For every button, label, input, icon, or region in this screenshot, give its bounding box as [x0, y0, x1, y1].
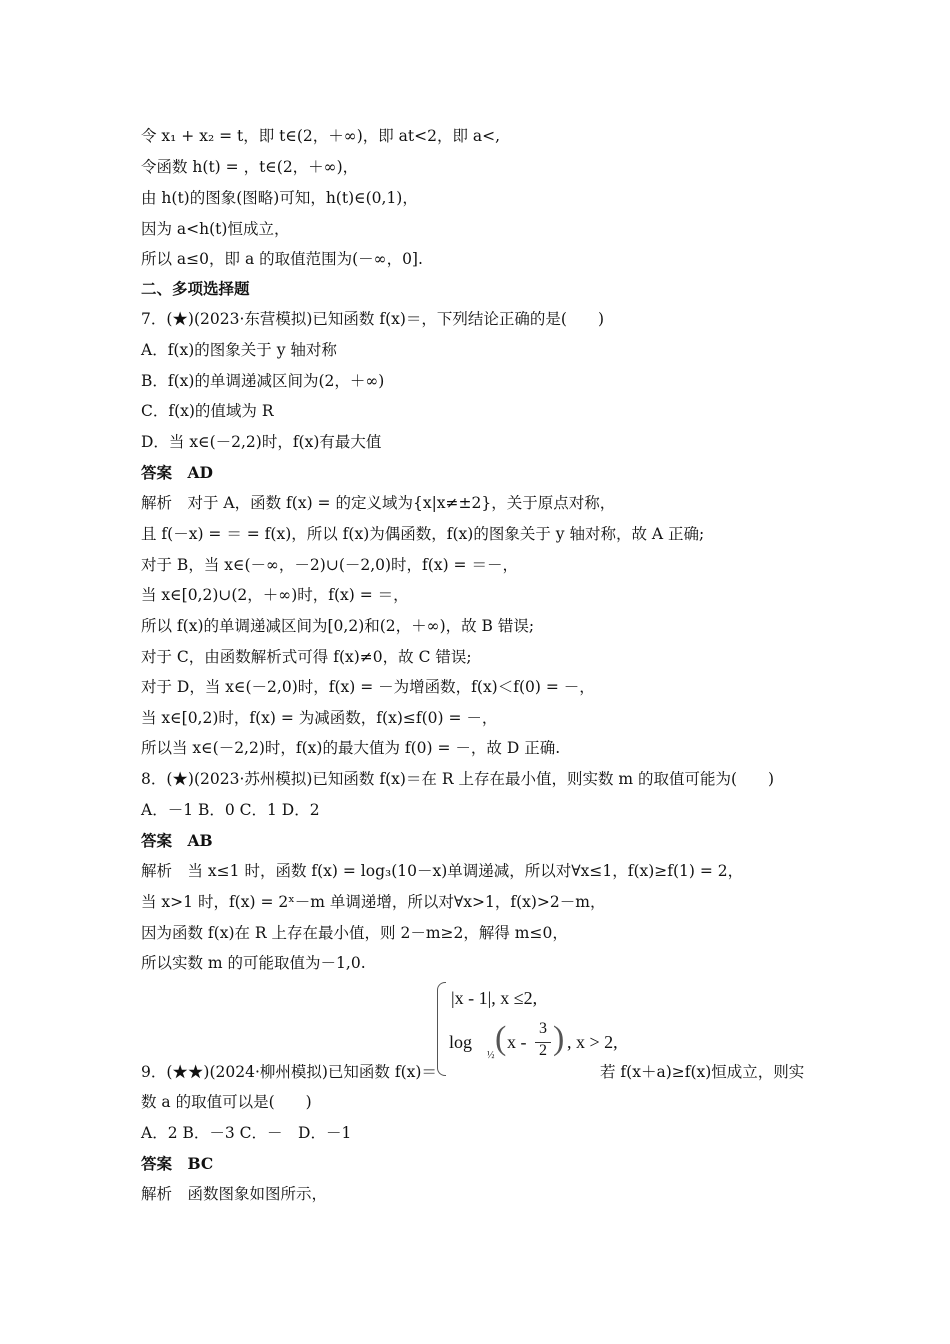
log-base: ½ [487, 1050, 495, 1061]
piecewise-row-2 [449, 1020, 618, 1064]
section-heading: 二、多项选择题 [141, 279, 250, 298]
text-line: 所以实数 m 的可能取值为－1,0. [141, 954, 366, 972]
text-line: 对于 D，当 x∈(－2,0)时，f(x) = －为增函数，f(x)＜f(0) = －， [141, 678, 595, 696]
text-line: 当 x∈[0,2)时，f(x) = 为减函数，f(x)≤f(0) = －， [141, 709, 498, 727]
text-line: 令 x₁ + x₂ = t，即 t∈(2，＋∞)，即 at<2，即 a<, [141, 127, 501, 145]
text-line: 且 f(－x) = ＝ = f(x)，所以 f(x)为偶函数，f(x)的图象关于 y 轴对称，故 A 正确; [141, 525, 705, 543]
question-7: 7．(★)(2023·东营模拟)已知函数 f(x)＝，下列结论正确的是( ) [141, 310, 605, 328]
option-d: D．当 x∈(－2,2)时，f(x)有最大值 [141, 433, 382, 451]
text-line: 当 x∈[0,2)∪(2，＋∞)时，f(x) = ＝， [141, 586, 409, 604]
text-line: 当 x>1 时，f(x) = 2ˣ－m 单调递增，所以对∀x>1，f(x)>2－m， [141, 893, 606, 911]
piecewise-row-1: |x - 1|, x ≤2, [451, 988, 538, 1008]
text-line: 因为函数 f(x)在 R 上存在最小值，则 2－m≥2，解得 m≤0， [141, 924, 568, 942]
text-line: 所以当 x∈(－2,2)时，f(x)的最大值为 f(0) = －，故 D 正确. [141, 739, 561, 757]
text-line: 数 a 的取值可以是( ) [141, 1093, 312, 1111]
question-8: 8．(★)(2023·苏州模拟)已知函数 f(x)＝在 R 上存在最小值，则实数 m 的取值可能为( ) [141, 770, 775, 788]
answer-line: 答案 AD [141, 463, 213, 482]
log-label: log [449, 1032, 473, 1052]
piecewise-function [437, 980, 618, 1080]
left-paren: ( [495, 1020, 507, 1057]
piecewise-condition: , x > 2, [567, 1032, 618, 1052]
options-line: A．－1 B．0 C．1 D．2 [141, 801, 320, 819]
options-line: A．2 B．－3 C．－ D．－1 [141, 1124, 352, 1142]
text-line: 对于 B，当 x∈(－∞，－2)∪(－2,0)时，f(x) = ＝－， [141, 556, 518, 574]
left-brace [437, 982, 446, 1076]
text-line: 所以 a≤0，即 a 的取值范围为(－∞，0]. [141, 250, 423, 268]
fraction-denominator: 2 [539, 1042, 547, 1059]
analysis-line: 解析 函数图象如图所示， [141, 1185, 328, 1203]
text-line: 所以 f(x)的单调递减区间为[0,2)和(2，＋∞)，故 B 错误; [141, 617, 535, 635]
answer-line: 答案 AB [141, 831, 213, 850]
option-c: C．f(x)的值域为 R [141, 402, 274, 420]
text-line: 由 h(t)的图象(图略)可知，h(t)∈(0,1)， [141, 189, 418, 207]
fraction-numerator: 3 [539, 1020, 547, 1037]
log-argument: x - [507, 1032, 527, 1052]
right-paren: ) [553, 1020, 565, 1057]
answer-line: 答案 BC [141, 1154, 214, 1173]
question-9: 9．(★★)(2024·柳州模拟)已知函数 f(x)＝ [141, 1063, 437, 1081]
analysis-line: 解析 对于 A，函数 f(x) = 的定义域为{x|x≠±2}，关于原点对称， [141, 494, 616, 512]
text-line: 因为 a<h(t)恒成立， [141, 220, 290, 238]
text-line: 令函数 h(t) = ，t∈(2，＋∞)， [141, 158, 359, 176]
analysis-line: 解析 当 x≤1 时，函数 f(x) = log₃(10－x)单调递减，所以对∀x≤1，f(x)≥f(1) = 2， [141, 862, 744, 880]
question-9-tail: 若 f(x＋a)≥f(x)恒成立，则实 [600, 1063, 805, 1081]
option-b: B．f(x)的单调递减区间为(2，＋∞) [141, 372, 385, 390]
option-a: A．f(x)的图象关于 y 轴对称 [141, 341, 337, 359]
text-line: 对于 C，由函数解析式可得 f(x)≠0，故 C 错误; [141, 648, 472, 666]
